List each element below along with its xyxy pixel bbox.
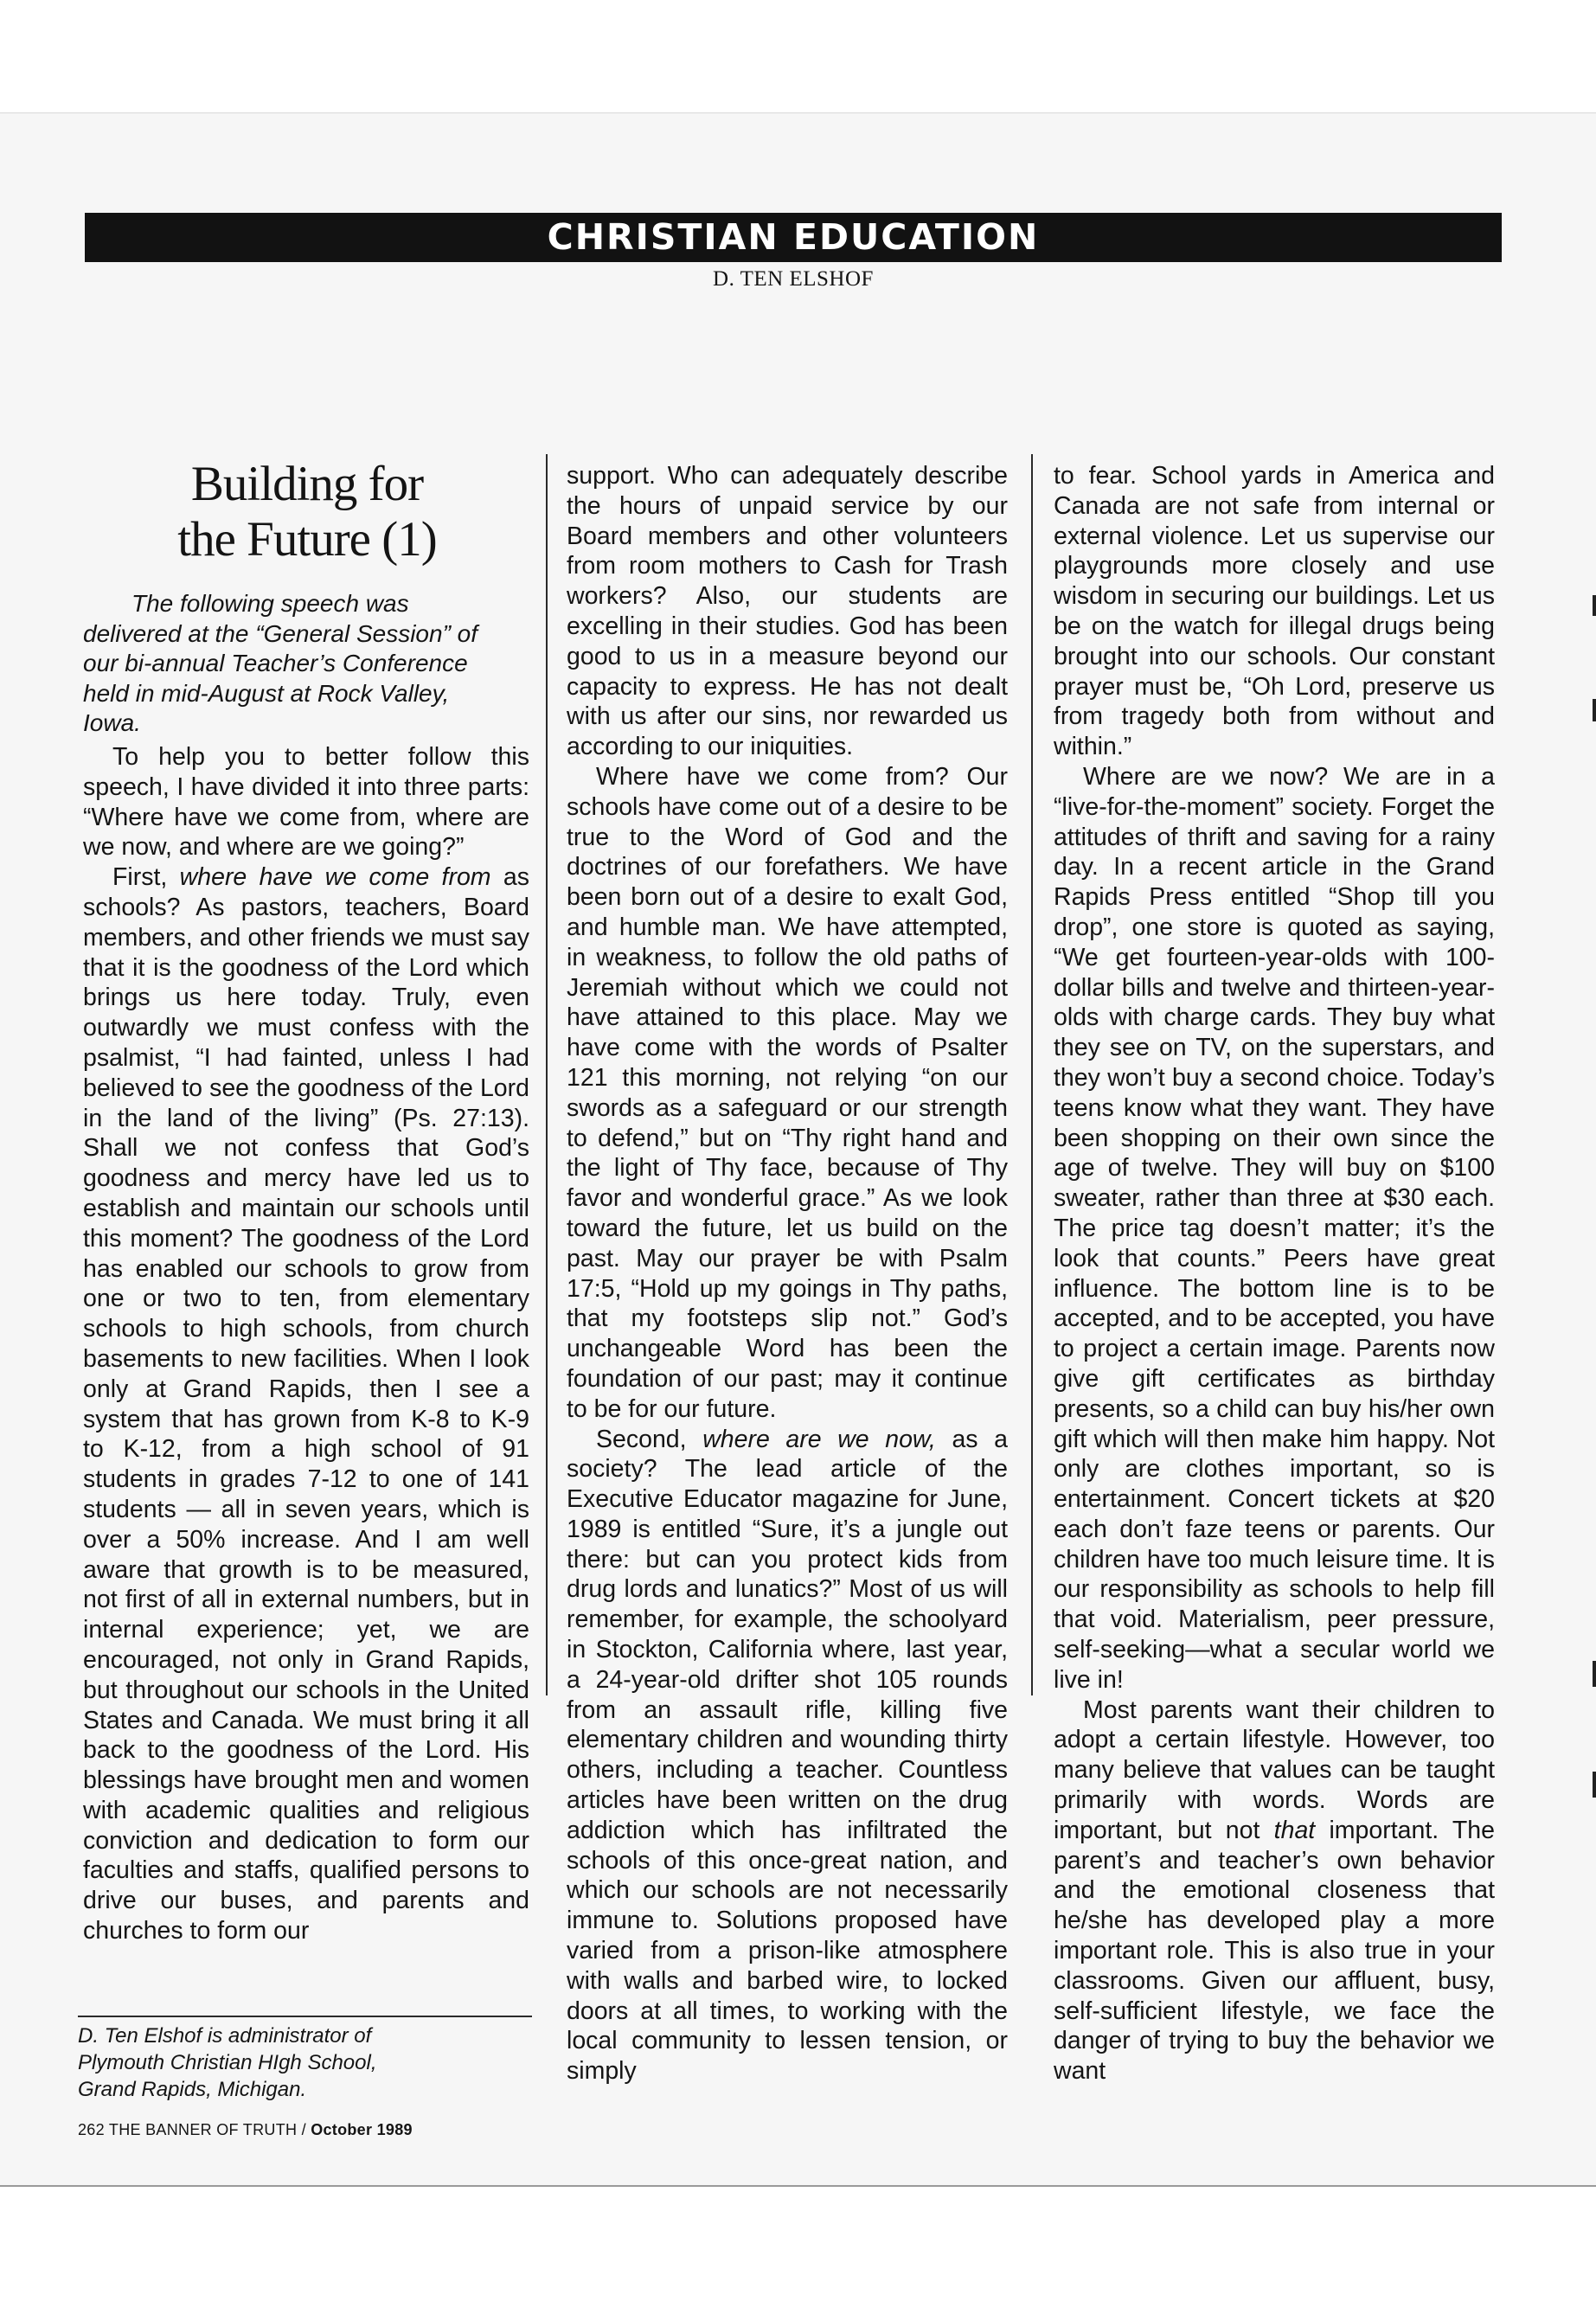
byline: D. TEN ELSHOF xyxy=(713,267,874,291)
author-note-line: D. Ten Elshof is administrator of xyxy=(78,2024,372,2048)
footer-month: October 1989 xyxy=(311,2121,413,2138)
paragraph: support. Who can adequately describe the hours of unpaid service by our Board members and other volunteers from room mothers to Cash for Trash workers? Also, our students are excelling in their studies. God has been good to us in a measure beyond our capacity to express. He has not dealt with us after our sins, nor rewarded us according to our iniquities. xyxy=(567,462,1008,761)
edge-mark xyxy=(1593,1661,1596,1687)
paragraph: Where have we come from? Our schools have come out of a desire to be true to the Word of God and the doctrines of our forefathers. We have been born out of a desire to exalt God, and humble man. We have attempted, in weakness, to follow the old paths of Jeremiah without which we could not have attained to this place. May we have come with the words of Psalter 121 this morning, not relying “on our swords as a safeguard or our strength to defend,” but on “Thy right hand and the light of Thy face, because of Thy favor and wonderful grace.” As we look toward the future, let us build on the past. May our prayer be with Psalm 17:5, “Hold up my goings in Thy paths, that my footsteps slip not.” God’s unchangeable Word has been the foundation of our past; may it continue to be for our future. xyxy=(567,762,1008,1423)
paragraph: to fear. School yards in America and Canada are not safe from internal or external violence. Let us supervise our playgrounds more closely and use wisdom in securing our buildings. Let us be on the watch for illegal drugs being brought into our schools. Our constant prayer must be, “Oh Lord, preserve us from tragedy both from without and within.” xyxy=(1054,462,1495,761)
column-divider xyxy=(1031,454,1033,1695)
title-line-2: the Future (1) xyxy=(177,512,437,567)
paragraph: Most parents want their children to adopt a certain lifestyle. However, too many believe that values can be taught primarily with words. Words are important, but not that important. The parent’s and teacher’s own behavior and the emotional closeness that he/she has developed play a more important role. This is also true in your classrooms. Given our affluent, busy, self-sufficient lifestyle, we face the danger of trying to buy the behavior we want xyxy=(1054,1695,1496,2086)
title-line-1: Building for xyxy=(190,457,424,511)
author-note-line: Grand Rapids, Michigan. xyxy=(78,2078,307,2101)
paragraph: To help you to better follow this speech, I have divided it into three parts: “Where have we come from, where are we now, and where are we going?” xyxy=(83,743,529,862)
column-1 xyxy=(83,742,529,1946)
footer-publication: 262 THE BANNER OF TRUTH / xyxy=(78,2121,311,2138)
edge-mark xyxy=(1593,595,1596,616)
paragraph: Second, where are we now, as a society? The lead article of the Executive Educator magazine for June, 1989 is entitled “Sure, it’s a jungle out there: but can you protect kids from drug lords and lunatics?” Most of us will remember, for example, the schoolyard in Stockton, California where, last year, a 24-year-old drifter shot 105 rounds from an assault rifle, killing five elementary children and wounding thirty others, including a teacher. Countless articles have been written on the drug addiction which has infiltrated the schools of this once-great nation, and which our schools are not necessarily immune to. Solutions proposed have varied from a prison-like atmosphere with walls and barbed wire, to locked doors at all times, to working with the local community to lessen tension, or simply xyxy=(567,1425,1009,2086)
article-deck: The following speech was delivered at the “General Session” of our bi-annual Teacher’s Conference held in mid-August at Rock Valley, Iowa. xyxy=(83,590,478,736)
author-note-line: Plymouth Christian HIgh School, xyxy=(78,2051,377,2074)
section-banner: CHRISTIAN EDUCATION xyxy=(85,213,1502,262)
article-title xyxy=(85,457,529,567)
column-divider xyxy=(546,454,548,1695)
paragraph: First, where have we come from as schools? As pastors, teachers, Board members, and other friends we must say that it is the goodness of the Lord which brings us here today. Truly, even outwardly we must confess with the psalmist, “I had fainted, unless I had believed to see the goodness of the Lord in the land of the living” (Ps. 27:13). Shall we not confess that God’s goodness and mercy have led us to establish and maintain our schools until this moment? The goodness of the Lord has enabled our schools to grow from one or two to ten, from elementary schools to high schools, from church basements to new facilities. When I look only at Grand Rapids, then I see a system that has grown from K-8 to K-9 to K-12, from a high school of 91 students in grades 7-12 to one of 141 students — all in seven years, which is over a 50% increase. And I am well aware that growth is to be measured, not first of all in external numbers, but in internal experience; yet, we are encouraged, not only in Grand Rapids, but throughout our schools in the United States and Canada. We must bring it all back to the goodness of the Lord. His blessings have brought men and women with academic qualities and religious conviction and dedication to form our faculties and staffs, qualified persons to drive our buses, and parents and churches to form our xyxy=(83,863,529,1945)
paragraph: Where are we now? We are in a “live-for-the-moment” society. Forget the attitudes of thrift and saving for a rainy day. In a recent article in the Grand Rapids Press entitled “Shop till you drop”, one store is quoted as saying, “We get fourteen-year-olds with 100-dollar bills and twelve and thirteen-year-olds with charge cards. They buy what they see on TV, on the superstars, and they won’t buy a second choice. Today’s teens know what they want. They have been shopping on their own since the age of twelve. They will buy on $100 sweater, rather than three at $30 each. The price tag doesn’t matter; it’s the look that counts.” Peers have great influence. The bottom line is to be accepted, and to be accepted, you have to project a certain image. Parents now give gift certificates as birthday presents, so a child can buy his/her own gift which will then make him happy. Not only are clothes important, so is entertainment. Concert tickets at $20 each don’t faze teens or parents. Our children have too much leisure time. It is our responsibility as schools to help fill that void. Materialism, peer pressure, self-seeking—what a secular world we live in! xyxy=(1054,762,1495,1694)
column-2 xyxy=(567,461,1008,2086)
footnote-rule xyxy=(78,2016,532,2017)
edge-mark xyxy=(1593,699,1596,721)
author-note xyxy=(78,2022,528,2103)
column-3 xyxy=(1054,461,1495,2086)
edge-mark xyxy=(1593,1772,1596,1798)
page-footer xyxy=(78,2121,413,2139)
